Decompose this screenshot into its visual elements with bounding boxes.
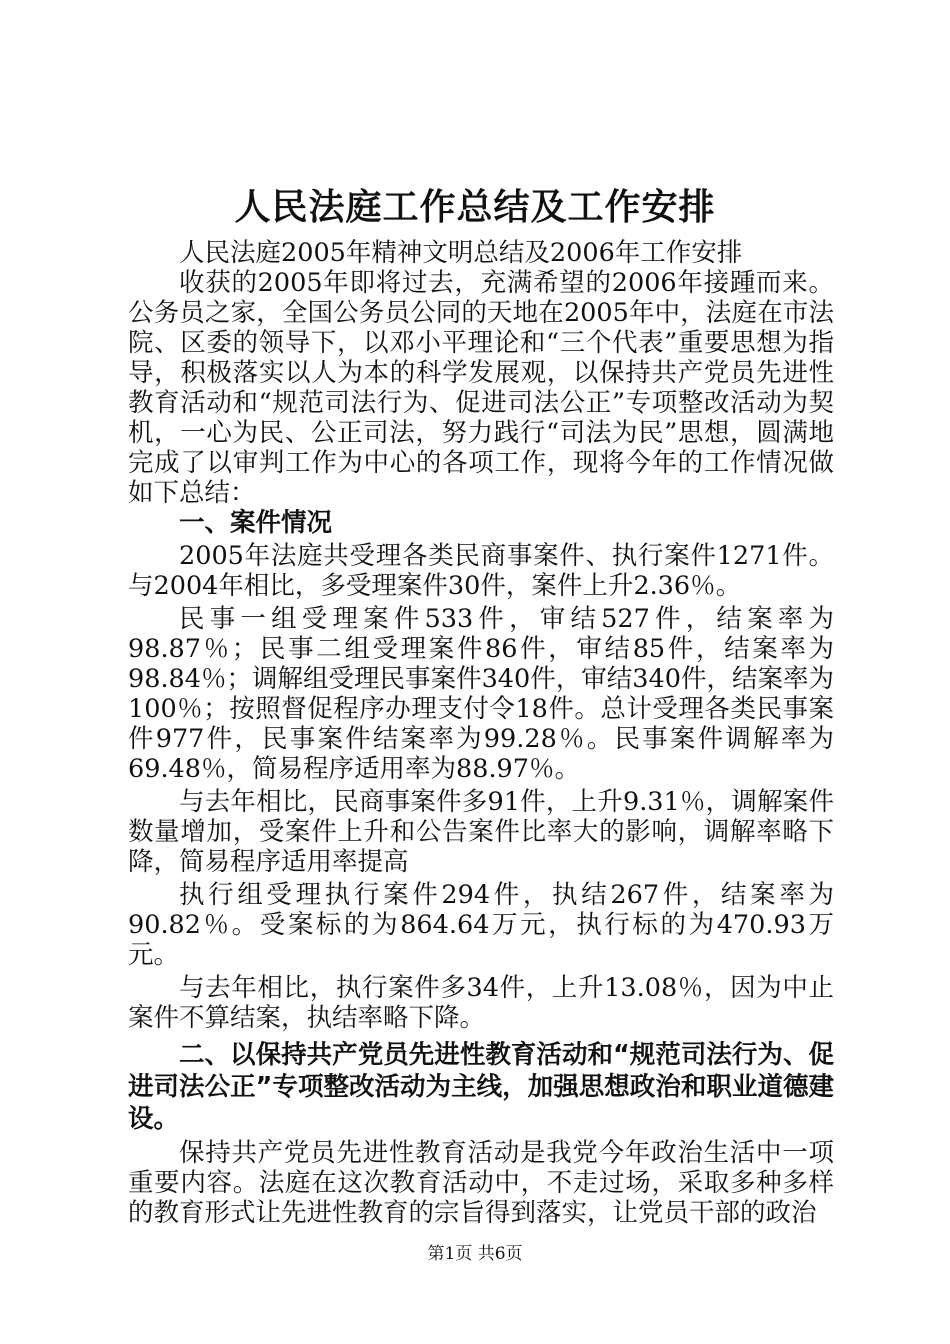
document-body bbox=[128, 238, 834, 1228]
subtitle-paragraph: 人民法庭2005年精神文明总结及2006年工作安排 bbox=[179, 238, 743, 268]
execution-comparison-paragraph: 与去年相比，执行案件多34件，上升13.08％，因为中止案件不算结案，执结率略下降。 bbox=[128, 973, 834, 1033]
intro-paragraph: 收获的2005年即将过去，充满希望的2006年接踵而来。公务员之家，全国公务员公同的天地在2005年中，法庭在市法院、区委的领导下，以邓小平理论和“三个代表”重要思想为指导，积极落实以人为本的科学发展观，以保持共产党员先进性教育活动和“规范司法行为、促进司法公正”专项整改活动为契机，一心为民、公正司法，努力践行“司法为民”思想，圆满地完成了以审判工作为中心的各项工作，现将今年的工作情况做如下总结： bbox=[128, 268, 834, 508]
document-title: 人民法庭工作总结及工作安排 bbox=[234, 187, 716, 228]
cases-summary-paragraph: 2005年法庭共受理各类民商事案件、执行案件1271件。与2004年相比，多受理案件30件，案件上升2.36％。 bbox=[128, 541, 834, 601]
page-footer: 第1页 共6页 bbox=[427, 1244, 523, 1264]
section-heading-education: 二、以保持共产党员先进性教育活动和“规范司法行为、促进司法公正”专项整改活动为主线，加强思想政治和职业道德建设。 bbox=[128, 1040, 834, 1134]
education-paragraph: 保持共产党员先进性教育活动是我党今年政治生活中一项重要内容。法庭在这次教育活动中，不走过场，采取多种多样的教育形式让先进性教育的宗旨得到落实，让党员干部的政治 bbox=[128, 1138, 834, 1228]
civil-comparison-paragraph: 与去年相比，民商事案件多91件，上升9.31％，调解案件数量增加，受案件上升和公告案件比率大的影响，调解率略下降，简易程序适用率提高 bbox=[128, 787, 834, 877]
execution-cases-paragraph: 执行组受理执行案件294件，执结267件，结案率为90.82％。受案标的为864.64万元，执行标的为470.93万元。 bbox=[128, 880, 834, 970]
section-heading-cases: 一、案件情况 bbox=[179, 508, 333, 538]
civil-cases-paragraph: 民事一组受理案件533件，审结527件，结案率为98.87％；民事二组受理案件86件，审结85件，结案率为98.84％；调解组受理民事案件340件，审结340件，结案率为100％；按照督促程序办理支付令18件。总计受理各类民事案件977件，民事案件结案率为99.28％。民事案件调解率为69.48％，简易程序适用率为88.97％。 bbox=[128, 604, 834, 784]
